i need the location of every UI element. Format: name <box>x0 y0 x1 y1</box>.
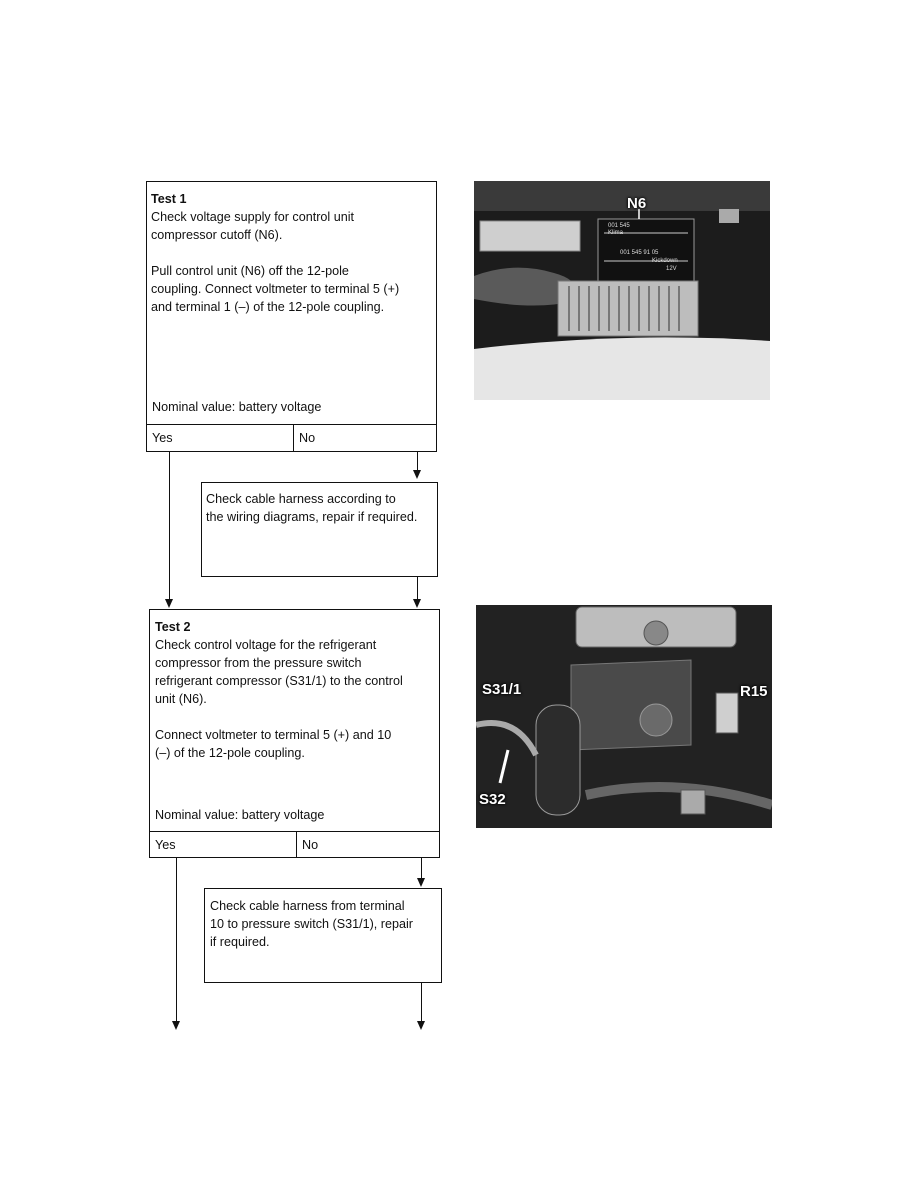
s32-callout: S32 <box>479 791 506 808</box>
test2-no-connector <box>421 858 422 879</box>
pressure-switch-photo <box>476 605 772 828</box>
test2-no-arrowhead <box>417 878 425 887</box>
n6-label-line1: 001 545 <box>608 223 630 229</box>
n6-label-line5: 12V <box>666 266 677 272</box>
action2-arrowhead <box>417 1021 425 1030</box>
test2-yes-label: Yes <box>155 838 176 852</box>
test2-yes-arrowhead <box>172 1021 180 1030</box>
n6-label-line2: Klima <box>608 230 624 236</box>
test1-yes-label: Yes <box>152 431 173 445</box>
test1-no-connector <box>417 452 418 471</box>
test1-no-arrowhead <box>413 470 421 479</box>
test2-no-label: No <box>302 838 319 852</box>
r15-callout: R15 <box>740 683 768 700</box>
control-unit-n6-photo <box>474 181 770 400</box>
test1-yes-connector <box>169 452 170 600</box>
test1-instructions: Check voltage supply for control unit compressor cutoff (N6). Pull control unit (N6) off the 12-pole coupling. Connect voltmeter to terminal 5 (+) and terminal 1 (–) of the 12-pole coupling. <box>151 210 400 314</box>
n6-callout: N6 <box>627 195 647 212</box>
s31-1-callout: S31/1 <box>482 681 522 698</box>
test2-yes-connector <box>176 858 177 1022</box>
test2-instructions: Check control voltage for the refrigerant compressor from the pressure switch refrigerant compressor (S31/1) to the control unit (N6). Connect voltmeter to terminal 5 (+) and 10 (–) of the 12-pole coupling. <box>155 638 403 760</box>
test1-title: Test 1 <box>151 192 187 206</box>
control-unit-n6-illustration <box>474 181 770 400</box>
pressure-switch-illustration <box>476 605 772 828</box>
test1-yes-arrowhead <box>165 599 173 608</box>
n6-label-line3: 001 545 91 05 <box>620 250 659 256</box>
test2-title: Test 2 <box>155 620 191 634</box>
test2-nominal-value: Nominal value: battery voltage <box>155 808 325 822</box>
action2-text: Check cable harness from terminal 10 to pressure switch (S31/1), repair if required. <box>210 899 413 949</box>
test1-nominal-value: Nominal value: battery voltage <box>152 400 322 414</box>
action1-text: Check cable harness according to the wiring diagrams, repair if required. <box>206 492 418 524</box>
action1-connector <box>417 577 418 600</box>
n6-label-line4: Kickdown <box>652 258 678 264</box>
test1-no-label: No <box>299 431 316 445</box>
action1-arrowhead <box>413 599 421 608</box>
action2-connector <box>421 983 422 1022</box>
